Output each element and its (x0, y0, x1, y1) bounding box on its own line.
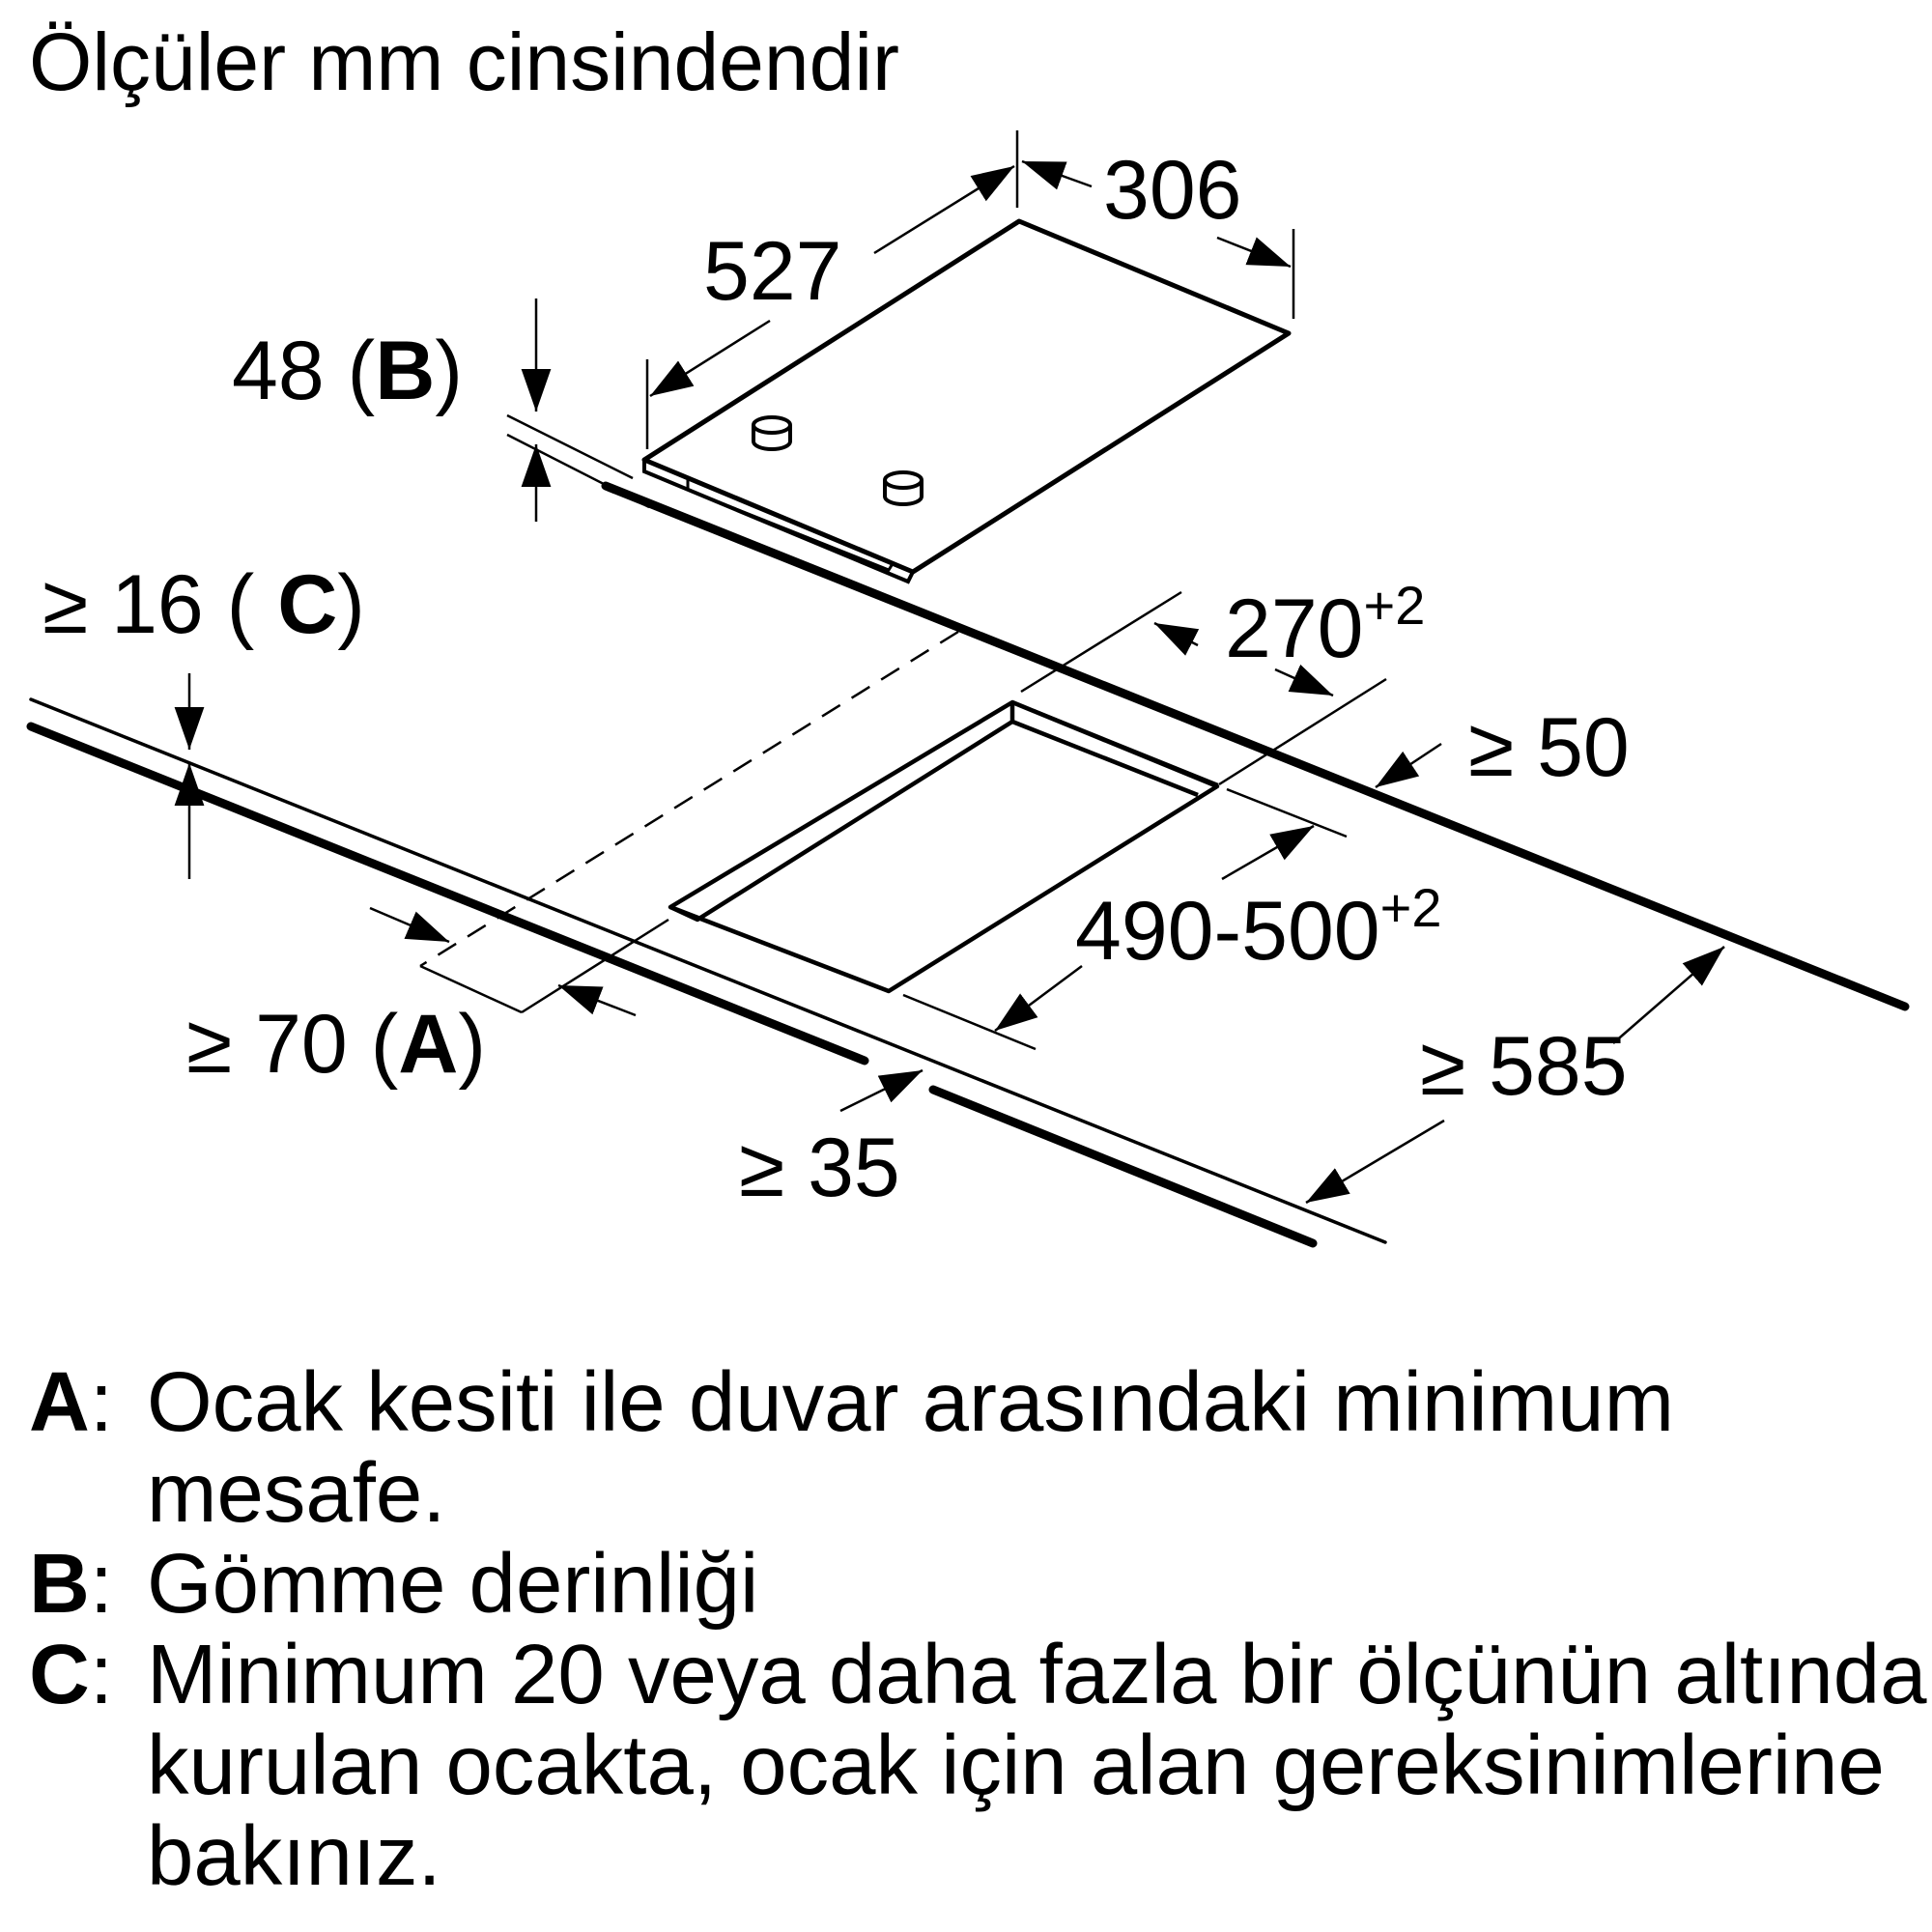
legend-text: Ocak kesiti ile duvar arasındaki minimum mesafe. (147, 1355, 1675, 1540)
worktop-depth-label: ≥ 585 (1420, 1020, 1628, 1113)
legend (29, 1357, 1932, 1902)
cutout-width-label: $270^{+2}$ (1225, 575, 1426, 675)
legend-text: Minimum 20 veya daha fazla bir ölçünün altında kurulan ocakta, ocak için alan gereksinimlerine bakınız. (147, 1628, 1927, 1903)
legend-item-b: B: Gömme derinliği (29, 1539, 1932, 1630)
page-title: Ölçüler mm cinsindendir (29, 16, 899, 107)
cutout-depth-label: $490-500^{+2}$ (1075, 877, 1442, 978)
hob-depth-label: 527 (703, 225, 842, 318)
legend-text: Gömme derinliği (147, 1537, 759, 1631)
legend-key: B (29, 1537, 90, 1631)
wall-clearance-a-label: ≥ 70 (A) (186, 998, 487, 1091)
hob-width-label: 306 (1103, 144, 1242, 237)
legend-key: A (29, 1355, 90, 1449)
legend-item-a: A: Ocak kesiti ile duvar arasındaki minimum mesafe. (29, 1357, 1932, 1539)
front-clearance-c-label: ≥ 16 ( C) (43, 558, 365, 651)
back-clearance-label: ≥ 50 (1468, 701, 1630, 794)
legend-item-c: C: Minimum 20 veya daha fazla bir ölçünün altında kurulan ocakta, ocak için alan gereksinimlerine bakınız. (29, 1630, 1932, 1902)
depth-b-label: 48 (B) (232, 325, 463, 417)
legend-key: C (29, 1628, 90, 1721)
side-clearance-label: ≥ 35 (739, 1122, 900, 1214)
